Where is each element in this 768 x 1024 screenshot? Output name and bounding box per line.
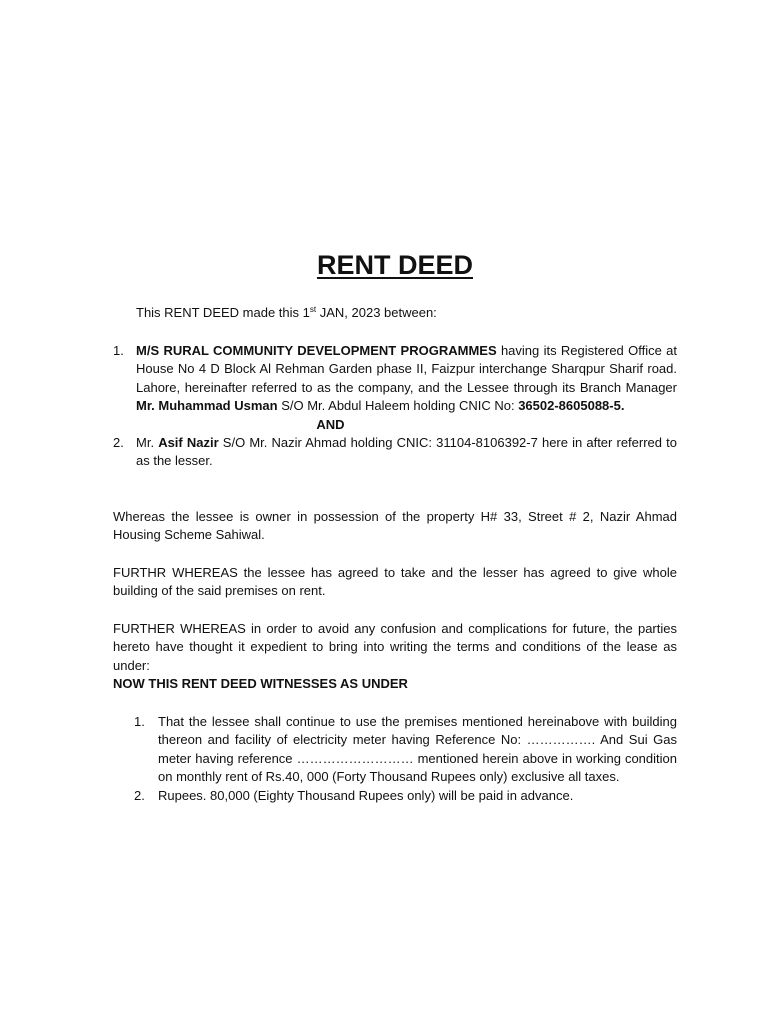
whereas-paragraph: Whereas the lessee is owner in possession of the property H# 33, Street # 2, Nazir Ahmad Housing Scheme Sahiwal. — [113, 509, 677, 543]
parties-list — [113, 342, 677, 471]
manager-cnic: 36502-8605088-5. — [518, 398, 625, 414]
party-number: 1. — [113, 343, 124, 358]
term-item-2 — [134, 787, 677, 805]
intro-ordinal: st — [309, 305, 317, 314]
terms-list — [134, 713, 677, 805]
term-text: Rupees. 80,000 (Eighty Thousand Rupees only) will be paid in advance. — [158, 787, 574, 803]
company-name: M/S RURAL COMMUNITY DEVELOPMENT PROGRAMMES — [136, 343, 497, 358]
term-item-1 — [134, 713, 677, 787]
party-text-a: having its Registered Office at House No 4 D Block Al Rehman Garden phase II, Faizpur interchange Sharqpur Sharif road. Lahore, hereinafter referred to as the company, and the Lessee through its Branch Manager — [136, 343, 677, 395]
document-title: RENT DEED — [316, 250, 473, 280]
intro-line — [136, 304, 437, 322]
term-text: That the lessee shall continue to use the premises mentioned hereinabove with building thereon and facility of electricity meter having Reference No: ……………. And Sui Gas meter having reference ……………………… mentioned herein above in working condition on monthly rent of Rs.40, 000 (Forty Thousand Rupees only) exclusive all taxes. — [158, 714, 677, 785]
party-number: 2. — [113, 435, 124, 451]
party-text-b: S/O Mr. Nazir Ahmad holding CNIC: 31104-8106392-7 here in after referred to as the lesser. — [136, 435, 677, 469]
further-whereas-paragraph-2: FURTHER WHEREAS in order to avoid any confusion and complications for future, the parties hereto have thought it expedient to bring into writing the terms and conditions of the lease as under: — [113, 621, 677, 673]
term-number: 1. — [134, 714, 145, 729]
lesser-name: Asif Nazir — [158, 435, 219, 451]
intro-suffix: JAN, 2023 between: — [316, 305, 437, 320]
term-number: 2. — [134, 787, 145, 803]
party-text-a: Mr. — [136, 435, 159, 451]
party-item-2 — [113, 434, 677, 471]
manager-name: Mr. Muhammad Usman — [136, 398, 278, 414]
further-whereas-paragraph: FURTHR WHEREAS the lessee has agreed to take and the lesser has agreed to give whole building of the said premises on rent. — [113, 565, 677, 599]
witness-heading: NOW THIS RENT DEED WITNESSES AS UNDER — [113, 676, 408, 691]
and-separator: AND — [316, 416, 345, 432]
party-item-1 — [113, 342, 677, 416]
intro-prefix: This RENT DEED made this 1 — [136, 305, 310, 320]
party-text-b: S/O Mr. Abdul Haleem holding CNIC No: — [277, 398, 519, 414]
